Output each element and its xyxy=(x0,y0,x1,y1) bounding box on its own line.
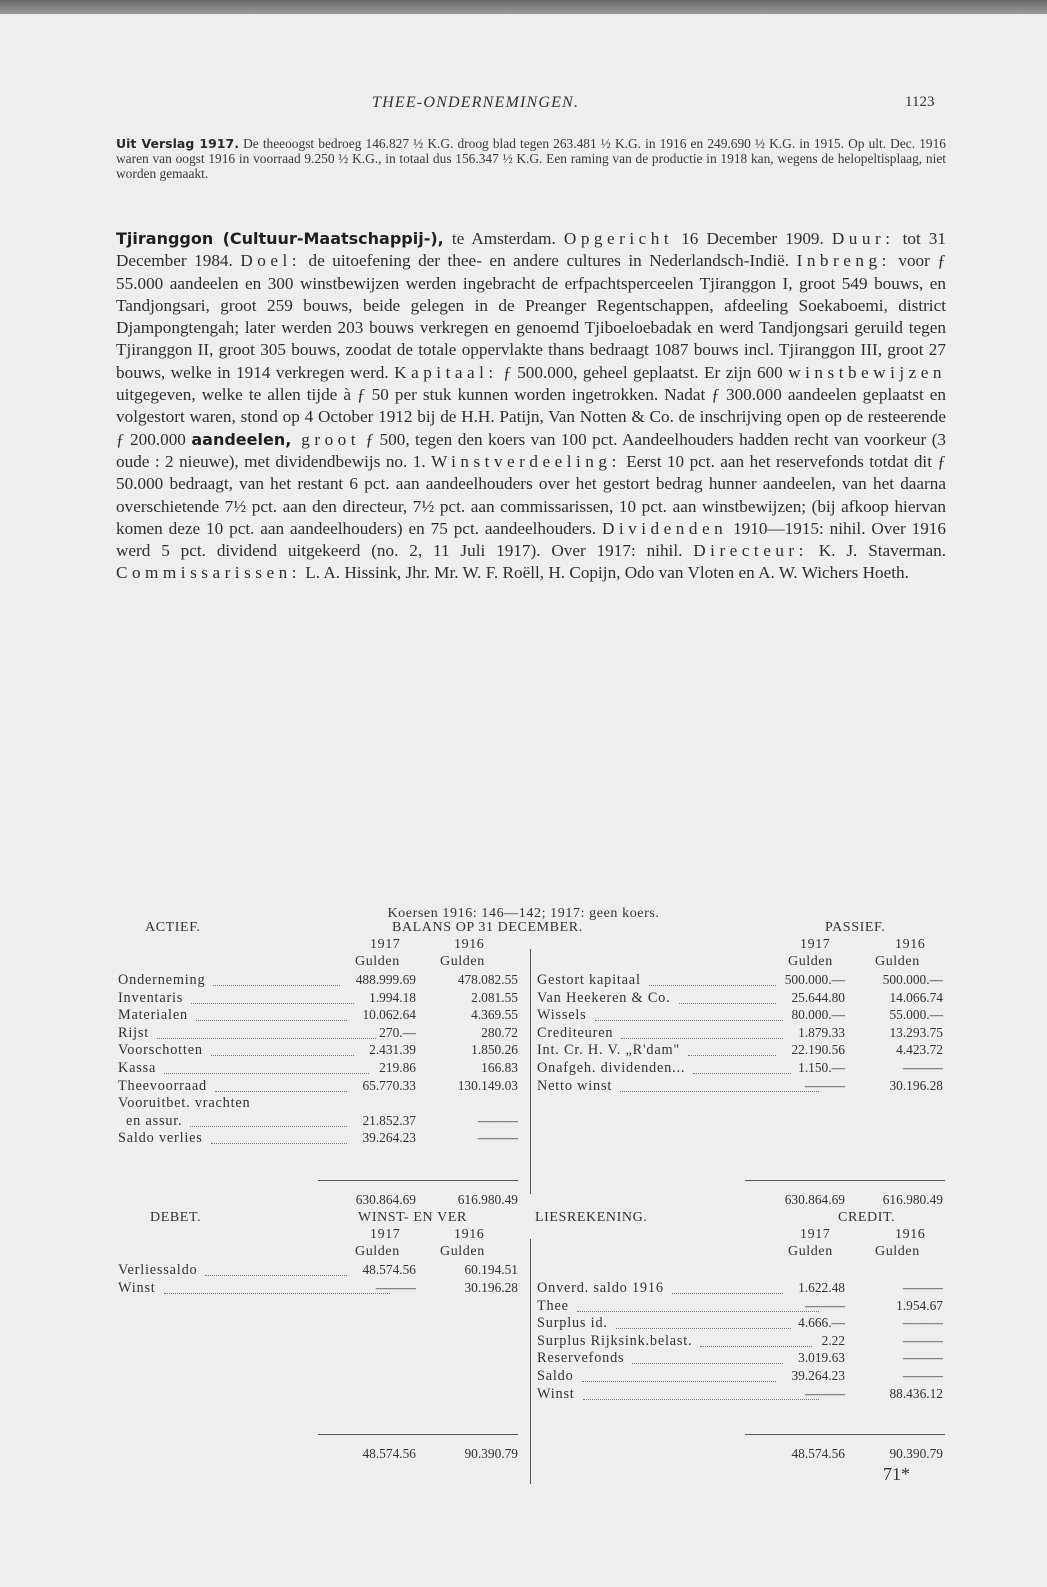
value-1916: 30.196.28 xyxy=(464,1279,518,1295)
value-1916: 4.369.55 xyxy=(471,1007,518,1023)
value-1917: 1.994.18 xyxy=(369,989,416,1005)
value-1916: 55.000.— xyxy=(889,1007,943,1023)
row-label: Onderneming xyxy=(118,972,206,988)
pl-divider xyxy=(530,1239,531,1484)
row-label: Saldo verlies xyxy=(118,1130,203,1147)
value-1916: 1.850.26 xyxy=(471,1042,518,1058)
value-1916: ——— xyxy=(902,1060,943,1075)
table-row xyxy=(537,1386,947,1403)
value-1917: 500.000.— xyxy=(784,972,845,987)
value-1916: 166.83 xyxy=(481,1060,518,1075)
row-label: Materialen xyxy=(118,1007,188,1024)
scan-edge xyxy=(0,0,1047,14)
row-label: Int. Cr. H. V. „R'dam" xyxy=(537,1042,681,1059)
value-1917: 1.879.33 xyxy=(798,1024,845,1040)
signature-mark: 71* xyxy=(883,1464,910,1484)
value-1916: ——— xyxy=(902,1280,943,1295)
page-number: 1123 xyxy=(905,94,935,110)
passief-total-1917: 630.864.69 xyxy=(784,1192,845,1207)
debet-total-rule xyxy=(318,1434,518,1435)
profit-loss-account xyxy=(0,14,1047,1587)
duur-value: tot 31 December 1984. xyxy=(116,229,946,271)
koersen-line: Koersen 1916: 146—142; 1917: geen koers. xyxy=(387,906,660,921)
credit-total-rule xyxy=(745,1434,945,1435)
value-1916: ——— xyxy=(477,1112,518,1128)
kapitaal-label: Kapitaal: xyxy=(394,362,498,382)
winstverdeeling-label: Winstverdeeling: xyxy=(431,451,621,471)
debet-header: DEBET. xyxy=(150,1210,202,1225)
company-name: Tjiranggon (Cultuur-Maatschappij-), xyxy=(116,229,444,248)
value-1916: 30.196.28 xyxy=(889,1077,943,1093)
row-label: Surplus Rijksink.belast. xyxy=(537,1332,693,1349)
actief-year-1917: 1917 xyxy=(370,937,401,952)
value-1917: ——— xyxy=(804,1077,845,1093)
value-1916: 130.149.03 xyxy=(457,1077,518,1093)
credit-currency-1917: Gulden xyxy=(788,1244,833,1259)
value-1917: 1.150.— xyxy=(798,1060,845,1075)
value-1916: 60.194.51 xyxy=(464,1262,518,1277)
value-1917: 488.999.69 xyxy=(355,972,416,987)
value-1917: 21.852.37 xyxy=(362,1112,416,1128)
row-label: Wissels xyxy=(537,1007,587,1024)
passief-total-1916: 616.980.49 xyxy=(882,1192,943,1207)
winstverdeeling-value: Eerst 10 pct. aan het reservefonds totdat dit ƒ 50.000 bedraagt, van het restant 6 pct. aan aandeelhouders over het gestort bedrag hunner aandeelen, van het daarna overschietende 7½ pct. aan den directeur, 7½ pct. aan commissarissen, 10 pct. aan winstbewijzen; (bij afkoop hiervan komen deze 10 pct. aan aandeelhouders) en 75 pct. aandeelhouders. xyxy=(116,451,946,538)
value-1916: ——— xyxy=(902,1368,943,1383)
doel-value: de uitoefening der thee- en andere cultures in Nederlandsch-Indië. xyxy=(301,251,797,271)
row-label: Onverd. saldo 1916 xyxy=(537,1280,664,1296)
value-1917: 2.22 xyxy=(821,1332,845,1348)
duur-label: Duur: xyxy=(831,229,895,248)
commissarissen-label: Commissarissen: xyxy=(116,563,301,583)
opgericht-value: 16 December 1909. xyxy=(673,229,832,248)
value-1917: ——— xyxy=(804,1297,845,1313)
actief-year-1916: 1916 xyxy=(454,937,485,952)
value-1917: 39.264.23 xyxy=(362,1130,416,1146)
row-label: Verliessaldo xyxy=(118,1262,198,1278)
value-1917: ——— xyxy=(375,1279,416,1295)
doel-label: Doel: xyxy=(240,251,302,271)
value-1917: 219.86 xyxy=(379,1060,416,1075)
value-1916: 13.293.75 xyxy=(889,1024,943,1040)
row-label: Inventaris xyxy=(118,989,184,1006)
row-label: Vooruitbet. vrachten xyxy=(118,1095,251,1112)
credit-header: CREDIT. xyxy=(838,1210,896,1225)
groot-label: groot xyxy=(291,429,361,449)
report-lead: Uit Verslag 1917. xyxy=(116,136,239,151)
credit-currency-1916: Gulden xyxy=(875,1244,920,1259)
row-label: Gestort kapitaal xyxy=(537,972,641,988)
row-label: Van Heekeren & Co. xyxy=(537,989,671,1006)
value-1917: 4.666.— xyxy=(798,1315,845,1331)
value-1917: 270.— xyxy=(379,1024,416,1040)
actief-total-1917: 630.864.69 xyxy=(355,1192,416,1207)
value-1916: 2.081.55 xyxy=(471,989,518,1005)
value-1917: 1.622.48 xyxy=(798,1280,845,1295)
value-1917: 22.190.56 xyxy=(791,1042,845,1058)
debet-year-1916: 1916 xyxy=(454,1227,485,1242)
value-1916: 280.72 xyxy=(481,1024,518,1040)
dividenden-label: Dividenden xyxy=(601,518,728,538)
table-row xyxy=(537,1280,947,1297)
value-1917: 25.644.80 xyxy=(791,989,845,1005)
value-1916: 478.082.55 xyxy=(457,972,518,987)
value-1916: 1.954.67 xyxy=(896,1297,943,1313)
kapitaal-value: ƒ 500.000, geheel geplaatst. Er zijn 600 xyxy=(497,362,789,382)
actief-header: ACTIEF. xyxy=(145,920,201,935)
value-1917: 3.019.63 xyxy=(798,1350,845,1366)
debet-currency-1916: Gulden xyxy=(440,1244,485,1259)
directeur-value: K. J. Staverman. xyxy=(807,541,946,561)
actief-currency-1916: Gulden xyxy=(440,954,485,969)
value-1917: 2.431.39 xyxy=(369,1042,416,1058)
value-1917: 39.264.23 xyxy=(791,1368,845,1383)
value-1917: 80.000.— xyxy=(791,1007,845,1023)
aandeelen-label: aandeelen, xyxy=(191,429,292,449)
table-row xyxy=(118,1262,518,1279)
credit-total-1917: 48.574.56 xyxy=(791,1446,845,1461)
pl-title-right: LIESREKENING. xyxy=(535,1210,648,1225)
row-label: Voorschotten xyxy=(118,1042,203,1059)
value-1916: ——— xyxy=(477,1130,518,1146)
row-label: Kassa xyxy=(118,1060,157,1076)
value-1916: ——— xyxy=(902,1315,943,1331)
table-row xyxy=(537,1298,947,1315)
row-label: Reservefonds xyxy=(537,1350,625,1367)
row-label: Surplus id. xyxy=(537,1315,608,1332)
row-label: Thee xyxy=(537,1297,569,1314)
document-page xyxy=(0,14,1047,1587)
passief-currency-1917: Gulden xyxy=(788,954,833,969)
row-label: Rijst xyxy=(118,1024,150,1041)
row-label: Winst xyxy=(537,1385,575,1402)
passief-header: PASSIEF. xyxy=(825,920,886,935)
credit-year-1917: 1917 xyxy=(800,1227,831,1242)
value-1916: 4.423.72 xyxy=(896,1042,943,1058)
value-1916: 14.066.74 xyxy=(889,989,943,1005)
row-label: Netto winst xyxy=(537,1077,613,1094)
value-1917: 10.062.64 xyxy=(362,1007,416,1023)
value-1916: ——— xyxy=(902,1350,943,1366)
value-1916: ——— xyxy=(902,1332,943,1348)
debet-total-1917: 48.574.56 xyxy=(362,1446,416,1461)
winstbewijzen-label: winstbewijzen xyxy=(788,362,947,382)
value-1916: 500.000.— xyxy=(882,972,943,987)
debet-total-1916: 90.390.79 xyxy=(464,1446,518,1461)
row-label: Theevoorraad xyxy=(118,1077,207,1094)
row-label: Crediteuren xyxy=(537,1024,614,1041)
opgericht-label: Opgericht xyxy=(563,229,674,248)
passief-year-1916: 1916 xyxy=(895,937,926,952)
row-label: Onafgeh. dividenden... xyxy=(537,1060,686,1076)
commissarissen-value: L. A. Hissink, Jhr. Mr. W. F. Roëll, H. Copijn, Odo van Vloten en A. W. Wichers Hoeth. xyxy=(300,563,909,583)
table-row xyxy=(118,1280,518,1297)
balance-title: BALANS OP 31 DECEMBER. xyxy=(392,920,583,935)
table-row xyxy=(537,1368,947,1385)
actief-currency-1917: Gulden xyxy=(355,954,400,969)
debet-year-1917: 1917 xyxy=(370,1227,401,1242)
passief-year-1917: 1917 xyxy=(800,937,831,952)
value-1917: 48.574.56 xyxy=(362,1262,416,1277)
debet-currency-1917: Gulden xyxy=(355,1244,400,1259)
kapitaal-value-2: uitgegeven, welke te allen tijde à ƒ 50 per stuk kunnen worden ingetrokken. Nadat ƒ 300.000 aandeelen geplaatst en volgestort waren, stond op 4 October 1912 bij de H.H. Patijn, Van Notten & Co. de inschrijving open op de resteerende ƒ 200.000 xyxy=(116,385,946,449)
dividenden-value: 1910—1915: nihil. Over 1916 werd 5 pct. dividend uitgekeerd (no. 2, 11 Juli 1917). Over 1917: nihil. xyxy=(116,518,946,561)
inbreng-label: Inbreng: xyxy=(796,251,891,271)
aandeelen-value: ƒ 500, tegen den koers van 100 pct. Aandeelhouders hadden recht van voorkeur (3 oude : 2 nieuwe), met dividendbewijs no. 1. xyxy=(116,429,947,471)
value-1917: ——— xyxy=(804,1385,845,1401)
credit-total-1916: 90.390.79 xyxy=(889,1446,943,1461)
pl-title-left: WINST- EN VER xyxy=(358,1210,467,1225)
credit-year-1916: 1916 xyxy=(895,1227,926,1242)
row-label: Winst xyxy=(118,1279,156,1296)
value-1916: 88.436.12 xyxy=(889,1385,943,1401)
report-text: De theeoogst bedroeg 146.827 ½ K.G. droog blad tegen 263.481 ½ K.G. in 1916 en 249.690 ½ K.G. in 1915. Op ult. Dec. 1916 waren van oogst 1916 in voorraad 9.250 ½ K.G., in totaal dus 156.347 ½ K.G. Een raming van de productie in 1918 kan, wegens de helopeltisplaag, niet worden gemaakt. xyxy=(116,136,946,182)
inbreng-value: voor ƒ 55.000 aandeelen en 300 winstbewijzen werden ingebracht de erfpachtsperceelen Tjiranggon I, groot 549 bouws, en Tandjongsari, groot 259 bouws, beide gelegen in de Preanger Regentschappen, afdeeling Soekaboemi, district Djampongtengah; later werden 203 bouws verkregen en genoemd Tjiboeloebadak en werd Tandjongsari geruild tegen Tjiranggon II, groot 305 bouws, zoodat de totale oppervlakte thans bedraagt 1087 bouws incl. Tjiranggon III, groot 27 bouws, welke in 1914 verkregen werd. xyxy=(116,251,946,382)
passief-currency-1916: Gulden xyxy=(875,954,920,969)
company-location: te Amsterdam. xyxy=(443,229,564,248)
table-row xyxy=(537,1315,947,1332)
row-label: en assur. xyxy=(126,1112,183,1129)
running-title: THEE-ONDERNEMINGEN. xyxy=(372,94,580,111)
table-row xyxy=(537,1333,947,1350)
directeur-label: Directeur: xyxy=(693,541,808,561)
row-label: Saldo xyxy=(537,1368,574,1384)
table-row xyxy=(537,1350,947,1367)
actief-total-1916: 616.980.49 xyxy=(457,1192,518,1207)
value-1917: 65.770.33 xyxy=(362,1077,416,1093)
